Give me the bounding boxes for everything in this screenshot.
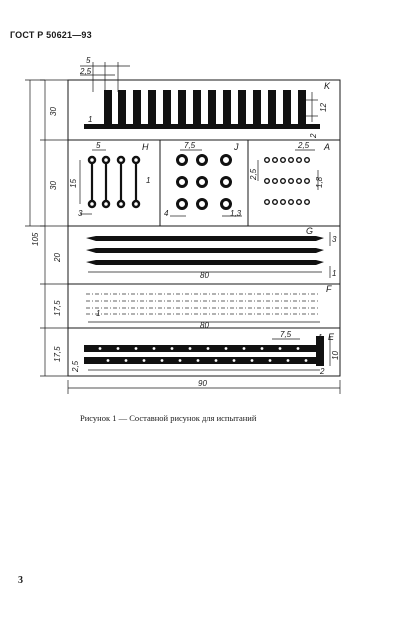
dim-e-7-5: 7,5 (280, 330, 292, 339)
dim-h-15: 15 (69, 179, 78, 188)
figure-caption: Рисунок 1 — Составной рисунок для испытаний (80, 413, 257, 423)
dim-e-10: 10 (331, 351, 340, 360)
section-label-h: H (142, 142, 149, 152)
dim-k-1: 1 (88, 115, 93, 124)
dim-g-80: 80 (200, 271, 209, 280)
dim-k-2: 2 (309, 133, 318, 138)
section-label-e: E (328, 332, 335, 342)
dim-a-2-5: 2,5 (298, 141, 310, 150)
dim-f-1: 1 (96, 309, 101, 318)
dim-g-1: 1 (332, 269, 337, 278)
dim-a-1-8: 1,8 (315, 176, 324, 188)
dim-e-1: 1 (318, 333, 323, 342)
dim-left-17-5-b: 17,5 (53, 346, 62, 362)
dim-j-1-3: 1,3 (230, 209, 242, 218)
section-label-f: F (326, 284, 332, 294)
section-g-bars (86, 236, 324, 265)
page-number: 3 (18, 575, 23, 586)
section-h-pads (80, 150, 139, 214)
dim-f-80: 80 (200, 321, 209, 330)
dim-j-4: 4 (164, 209, 169, 218)
section-k-comb (84, 90, 320, 129)
dim-e-2: 2 (320, 367, 325, 376)
section-label-j: J (234, 142, 239, 152)
dim-a-2-5-vertical: 2,5 (249, 168, 258, 180)
dim-j-7-5: 7,5 (184, 141, 196, 150)
dim-k-12: 12 (319, 103, 328, 112)
section-e-bands (84, 336, 324, 366)
standard-designation: ГОСТ Р 50621—93 (10, 30, 92, 40)
section-a-pads (258, 150, 318, 204)
section-label-g: G (306, 226, 314, 236)
section-label-a: A (324, 142, 331, 152)
dim-h-5: 5 (96, 141, 101, 150)
dim-left-20: 20 (53, 253, 62, 262)
dim-h-1: 1 (146, 176, 151, 185)
dim-left-105: 105 (31, 232, 40, 246)
section-f-lines (86, 294, 320, 314)
dim-g-3: 3 (332, 235, 337, 244)
dim-left-30-a: 30 (49, 107, 58, 116)
dim-left-30-b: 30 (49, 181, 58, 190)
section-label-k: K (324, 81, 331, 91)
dim-left-17-5-a: 17,5 (53, 300, 62, 316)
dim-top-2-5: 2,5 (80, 67, 92, 76)
dim-top-5: 5 (86, 56, 91, 65)
dim-bottom-90: 90 (198, 379, 207, 388)
section-j-pads (170, 150, 242, 216)
dim-left-2-5: 2,5 (71, 360, 80, 372)
dim-h-3: 3 (78, 209, 83, 218)
